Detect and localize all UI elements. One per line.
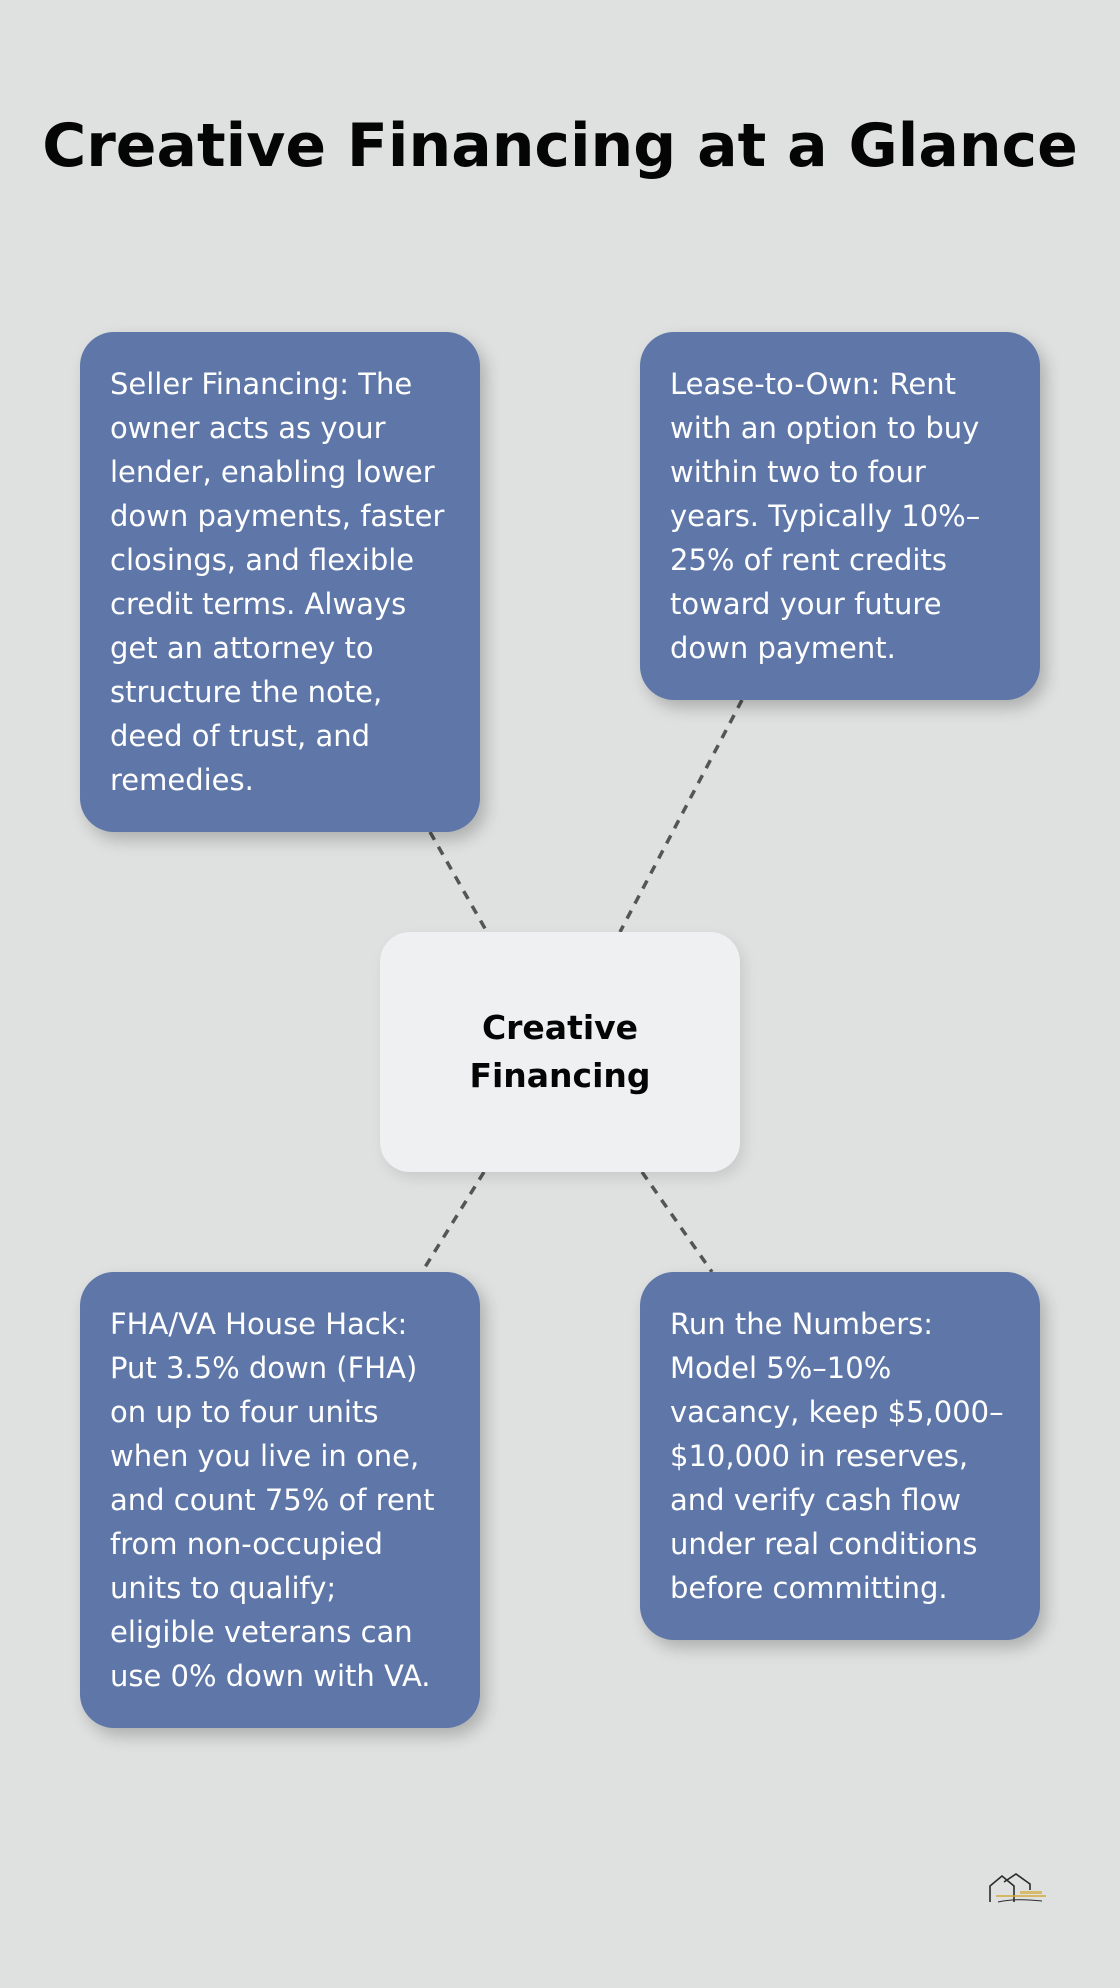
house-logo-icon [986, 1872, 1052, 1906]
center-label: Creative Financing [469, 1008, 651, 1095]
page-title: Creative Financing at a Glance [42, 111, 1078, 181]
card-seller-financing [80, 332, 480, 832]
card-text: Run the Numbers: Model 5%–10% vacancy, keep $5,000–$10,000 in reserves, and verify cash flow under real conditions before committing. [670, 1307, 1004, 1605]
connector-bottom-right [642, 1172, 712, 1272]
connector-bottom-left [422, 1172, 484, 1272]
card-text: FHA/VA House Hack: Put 3.5% down (FHA) on up to four units when you live in one, and count 75% of rent from non-occupied units to qualify; eligible veterans can use 0% down with VA. [110, 1307, 435, 1693]
card-text: Lease-to-Own: Rent with an option to buy within two to four years. Typically 10%–25% of rent credits toward your future down payment. [670, 367, 981, 665]
card-lease-to-own [640, 332, 1040, 700]
connector-top-left [430, 832, 487, 932]
connector-top-right [620, 700, 742, 932]
card-text: Seller Financing: The owner acts as your lender, enabling lower down payments, faster closings, and flexible credit terms. Always get an attorney to structure the note, deed of trust, and remedies. [110, 367, 445, 797]
card-fha-va-house-hack [80, 1272, 480, 1728]
card-run-the-numbers [640, 1272, 1040, 1640]
center-node [380, 932, 740, 1172]
